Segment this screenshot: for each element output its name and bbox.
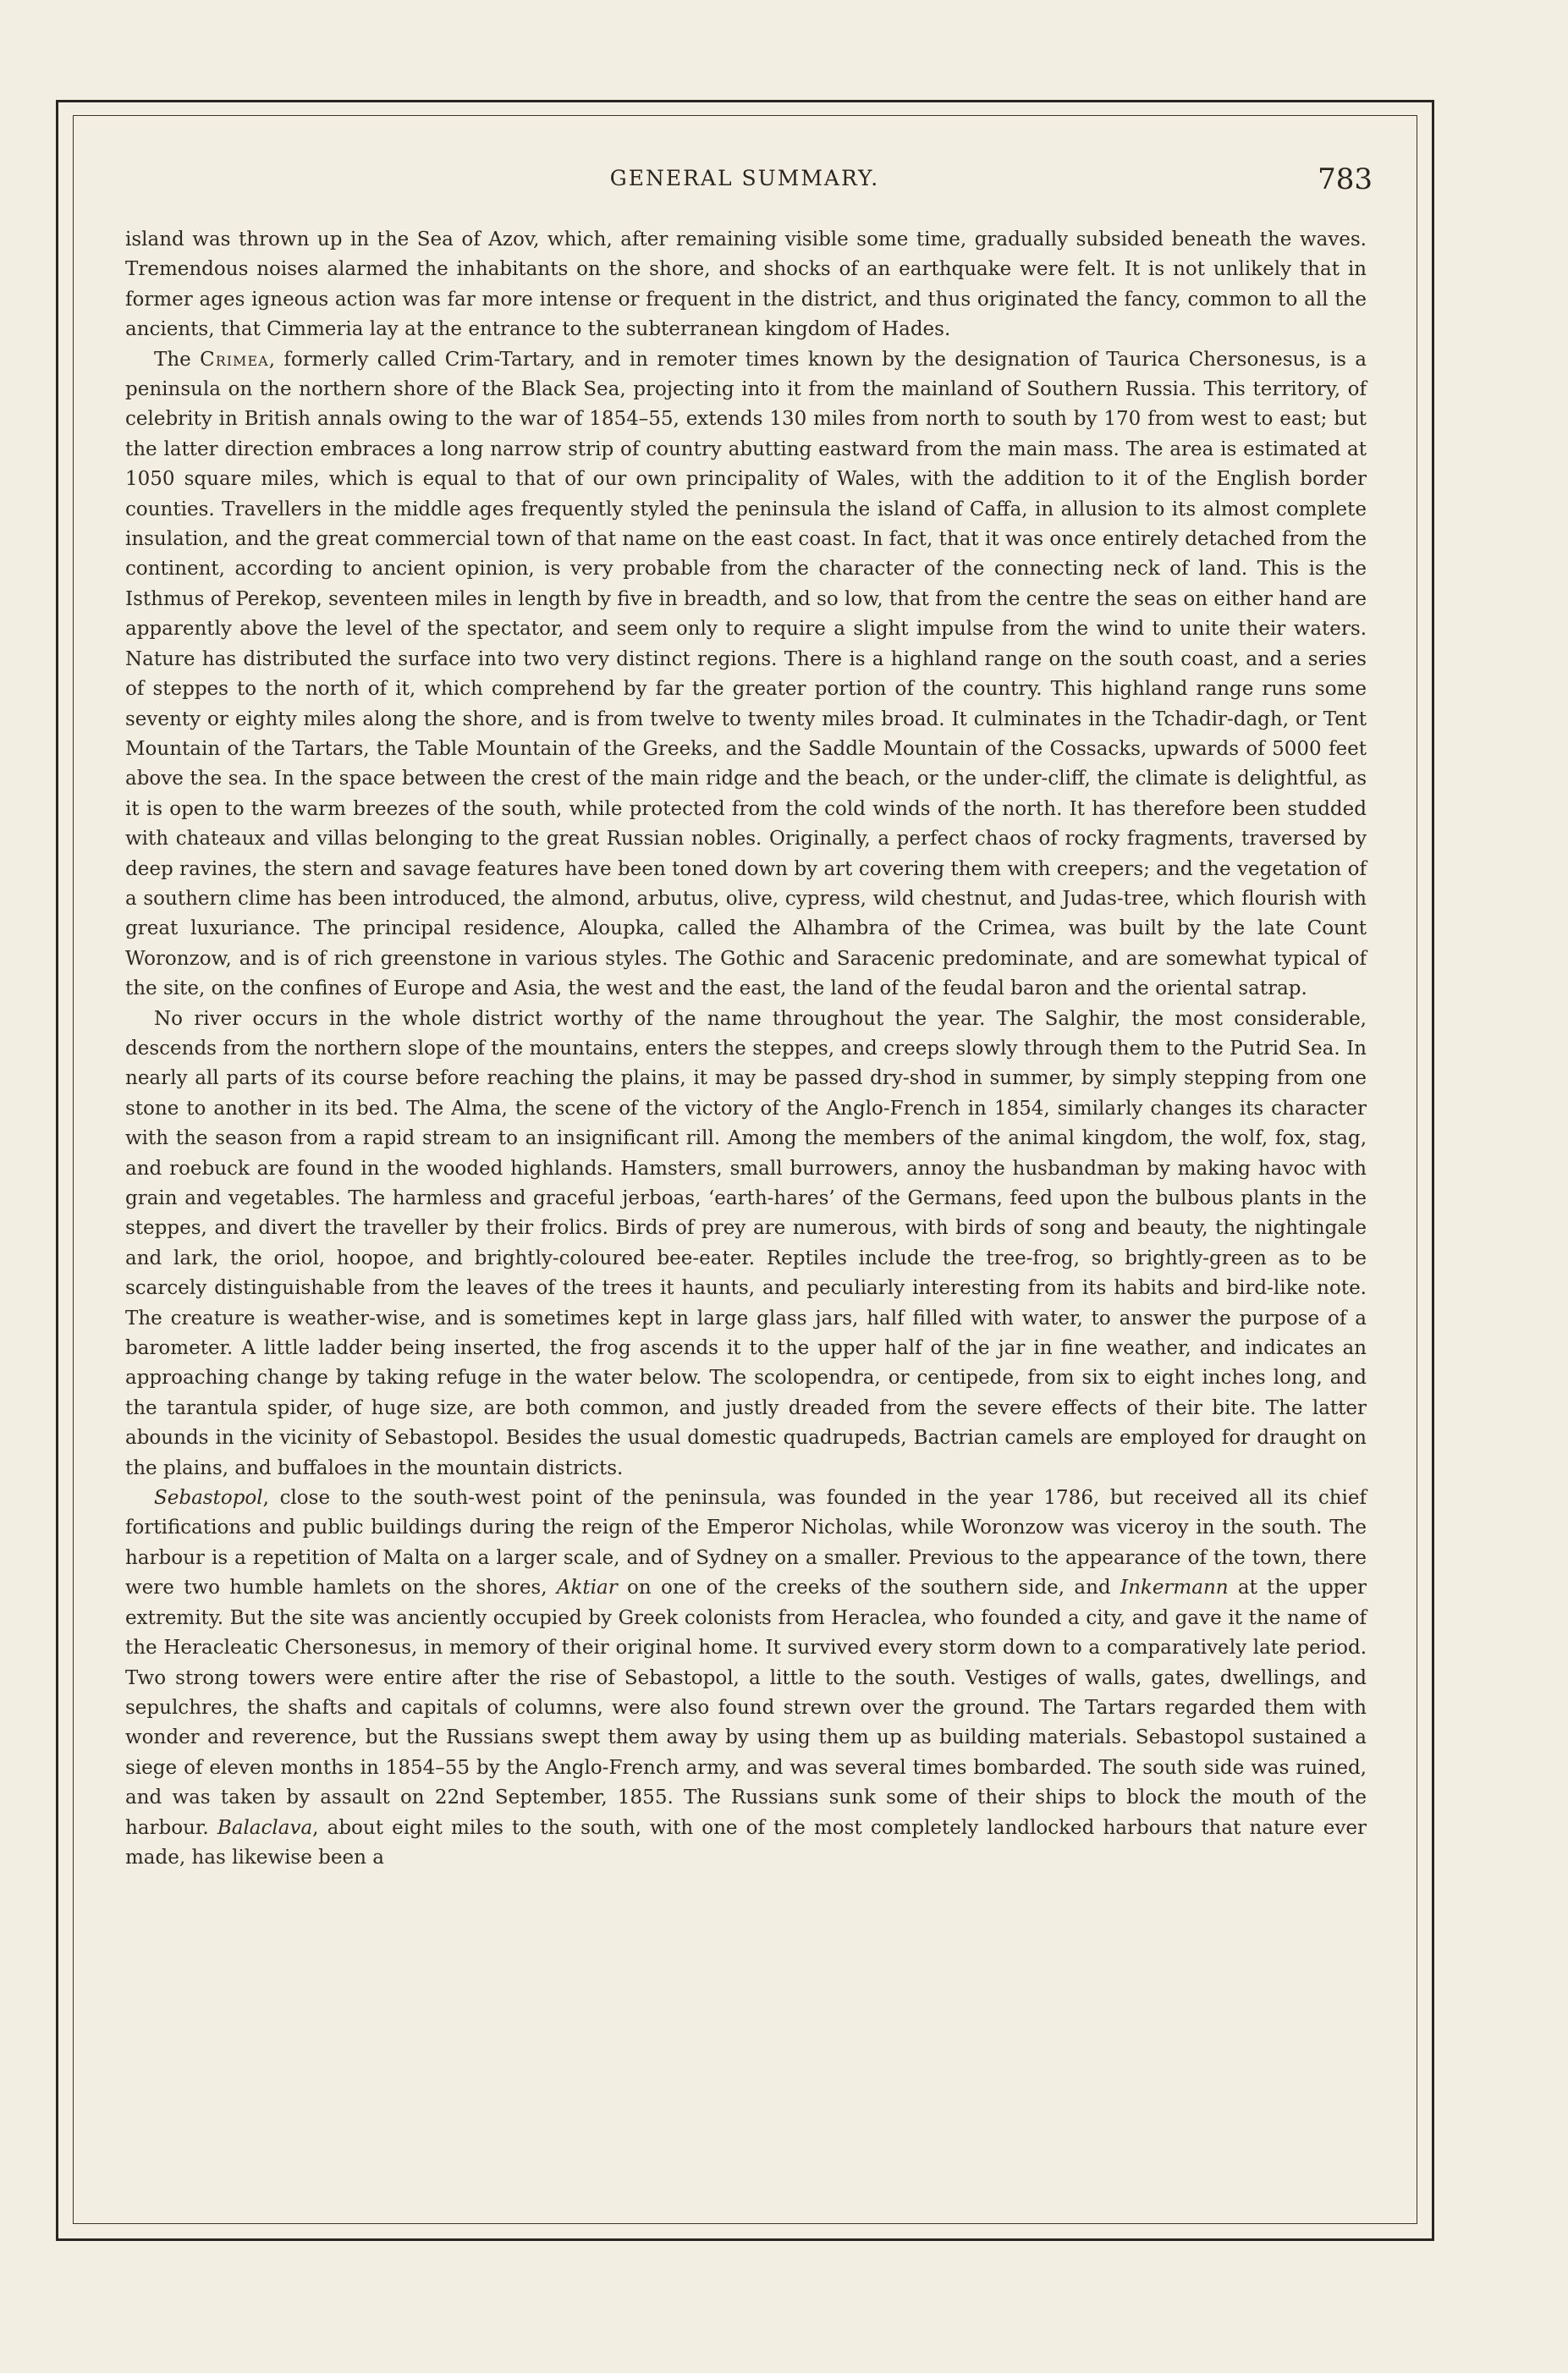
term-inkermann: Inkermann: [1120, 1577, 1229, 1599]
term-balaclava: Balaclava: [217, 1816, 313, 1839]
paragraph-sebastopol-text-d: , about eight miles to the south, with one of the most completely landlocked harbours that nature ever made, has likewise been a: [125, 1816, 1367, 1869]
paragraph-rivers-fauna: No river occurs in the whole district worthy of the name throughout the year. The Salghir, the most considerable, descends from the northern slope of the mountains, enters the steppes, and creeps slowly through them to the Putrid Sea. In nearly all parts of its course before reaching the plains, it may be passed dry-shod in summer, by simply stepping from one stone to another in its bed. The Alma, the scene of the victory of the Anglo-French in 1854, similarly changes its character with the season from a rapid stream to an insignificant rill. Among the members of the animal kingdom, the wolf, fox, stag, and roebuck are found in the wooded highlands. Hamsters, small burrowers, annoy the husbandman by making havoc with grain and vegetables. The harmless and graceful jerboas, ‘earth-hares’ of the Germans, feed upon the bulbous plants in the steppes, and divert the traveller by their frolics. Birds of prey are numerous, with birds of song and beauty, the nightingale and lark, the oriol, hoopoe, and brightly-coloured bee-eater. Reptiles include the tree-frog, so brightly-green as to be scarcely distinguishable from the leaves of the trees it haunts, and peculiarly interesting from its habits and bird-like note. The creature is weather-wise, and is sometimes kept in large glass jars, half filled with water, to answer the purpose of a barometer. A little ladder being inserted, the frog ascends it to the upper half of the jar in fine weather, and indicates an approaching change by taking refuge in the water below. The scolopendra, or centipede, from six to eight inches long, and the tarantula spider, of huge size, are both common, and justly dreaded from the severe effects of their bite. The latter abounds in the vicinity of Sebastopol. Besides the usual domestic quadrupeds, Bactrian camels are employed for draught on the plains, and buffaloes in the mountain districts.: [125, 1007, 1367, 1479]
paragraph-sebastopol-text-b: on one of the creeks of the southern side, and: [617, 1577, 1120, 1599]
paragraph-crimea: [125, 345, 1367, 1005]
paragraph-crimea-text: , formerly called Crim-Tartary, and in remoter times known by the designation of Taurica Chersonesus, is a peninsula on the northern shore of the Black Sea, projecting into it from the mainland of Southern Russia. This territory, of celebrity in British annals owing to the war of 1854–55, extends 130 miles from north to south by 170 from west to east; but the latter direction embraces a long narrow strip of country abutting eastward from the main mass. The area is estimated at 1050 square miles, which is equal to that of our own principality of Wales, with the addition to it of the English border counties. Travellers in the middle ages frequently styled the peninsula the island of Caffa, in allusion to its almost complete insulation, and the great commercial town of that name on the east coast. In fact, that it was once entirely detached from the continent, according to ancient opinion, is very probable from the character of the connecting neck of land. This is the Isthmus of Perekop, seventeen miles in length by five in breadth, and so low, that from the centre the seas on either hand are apparently above the level of the spectator, and seem only to require a slight impulse from the wind to unite their waters. Nature has distributed the surface into two very distinct regions. There is a highland range on the south coast, and a series of steppes to the north of it, which comprehend by far the greater portion of the country. This highland range runs some seventy or eighty miles along the shore, and is from twelve to twenty miles broad. It culminates in the Tchadir-dagh, or Tent Mountain of the Tartars, the Table Mountain of the Greeks, and the Saddle Mountain of the Cossacks, upwards of 5000 feet above the sea. In the space between the crest of the main ridge and the beach, or the under-cliff, the climate is delightful, as it is open to the warm breezes of the south, while protected from the cold winds of the north. It has therefore been studded with chateaux and villas belonging to the great Russian nobles. Originally, a perfect chaos of rocky fragments, traversed by deep ravines, the stern and savage features have been toned down by art covering them with creepers; and the vegetation of a southern clime has been introduced, the almond, arbutus, olive, cypress, wild chestnut, and Judas-tree, which flourish with great luxuriance. The principal residence, Aloupka, called the Alhambra of the Crimea, was built by the late Count Woronzow, and is of rich greenstone in various styles. The Gothic and Saracenic predominate, and are somewhat typical of the site, on the confines of Europe and Asia, the west and the east, the land of the feudal baron and the oriental satrap.: [125, 348, 1367, 1000]
term-sebastopol: Sebastopol: [154, 1487, 263, 1510]
paragraph-sebastopol-text-a: , close to the south-west point of the peninsula, was founded in the year 1786, but received all its chief fortifications and public buildings during the reign of the Emperor Nicholas, while Woronzow was viceroy in the south. The harbour is a repetition of Malta on a larger scale, and of Sydney on a smaller. Previous to the appearance of the town, there were two humble hamlets on the shores,: [125, 1487, 1367, 1599]
body-text: [125, 225, 1367, 1873]
paragraph-azov: island was thrown up in the Sea of Azov, which, after remaining visible some time, gradually subsided beneath the waves. Tremendous noises alarmed the inhabitants on the shore, and shocks of an earthquake were felt. It is not unlikely that in former ages igneous action was far more intense or frequent in the district, and thus originated the fancy, common to all the ancients, that Cimmeria lay at the entrance to the subterranean kingdom of Hades.: [125, 228, 1367, 341]
page-header: [117, 162, 1373, 206]
running-head: GENERAL SUMMARY.: [609, 166, 880, 190]
term-crimea: Crimea: [200, 348, 269, 371]
paragraph-crimea-lead: The: [154, 348, 201, 371]
paragraph-sebastopol-text-c: at the upper extremity. But the site was anciently occupied by Greek colonists from Heraclea, who founded a city, and gave it the name of the Heracleatic Chersonesus, in memory of their original home. It survived every storm down to a comparatively late period. Two strong towers were entire after the rise of Sebastopol, a little to the south. Vestiges of walls, gates, dwellings, and sepulchres, the shafts and capitals of columns, were also found strewn over the ground. The Tartars regarded them with wonder and reverence, but the Russians swept them away by using them up as building materials. Sebastopol sustained a siege of eleven months in 1854–55 by the Anglo-French army, and was several times bombarded. The south side was ruined, and was taken by assault on 22nd September, 1855. The Russians sunk some of their ships to block the mouth of the harbour.: [125, 1577, 1367, 1839]
page-number: 783: [1318, 162, 1373, 196]
paragraph-sebastopol: [125, 1484, 1367, 1873]
term-aktiar: Aktiar: [556, 1577, 618, 1599]
